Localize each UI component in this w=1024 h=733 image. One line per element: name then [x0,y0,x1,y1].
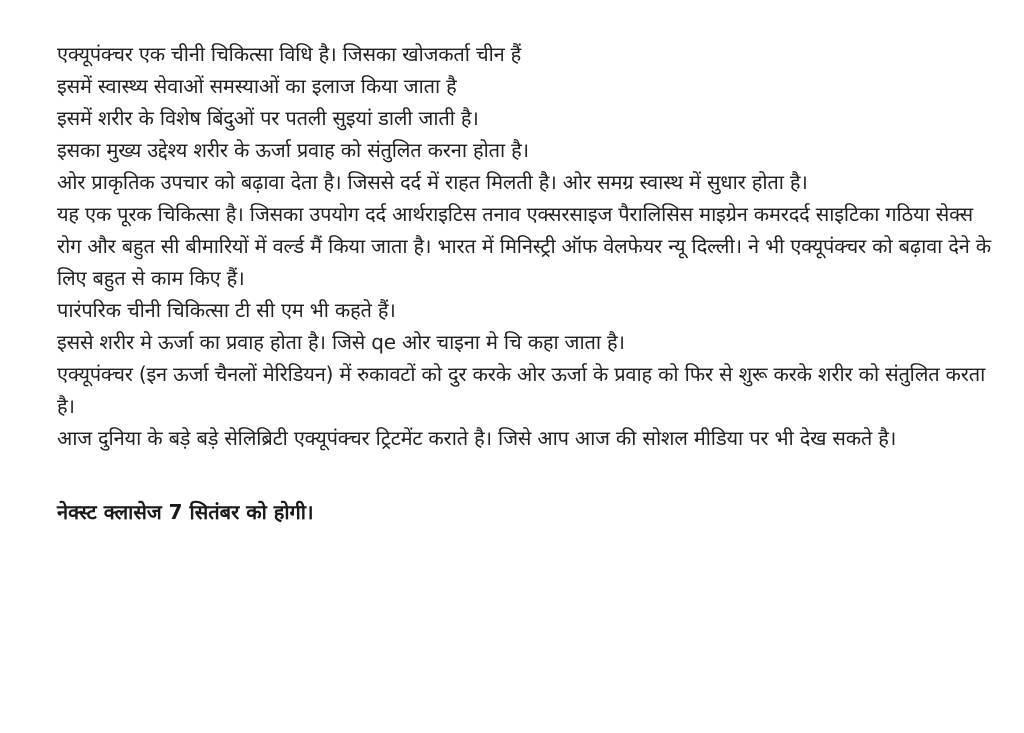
paragraph-8: इससे शरीर मे ऊर्जा का प्रवाह होता है। जिसे qe ओर चाइना मे चि कहा जाता है। [57,330,625,354]
article-body [57,38,1002,528]
paragraph-10: आज दुनिया के बड़े बड़े सेलिब्रिटी एक्यूपंक्चर ट्रिटमेंट कराते है। जिसे आप आज की सोशल मीडिया पर भी देख सकते है। [57,426,897,450]
next-class-announcement: नेक्स्ट क्लासेज 7 सितंबर को होगी। [57,500,314,524]
paragraph-4: इसका मुख्य उद्देश्य शरीर के ऊर्जा प्रवाह को संतुलित करना होता है। [57,138,529,162]
paragraph-3: इसमें शरीर के विशेष बिंदुओं पर पतली सुइयां डाली जाती है। [57,106,479,130]
paragraph-7: पारंपरिक चीनी चिकित्सा टी सी एम भी कहते हैं। [57,298,396,322]
paragraph-1: एक्यूपंक्चर एक चीनी चिकित्सा विधि है। जिसका खोजकर्ता चीन हैं [57,42,522,66]
paragraph-5: ओर प्राकृतिक उपचार को बढ़ावा देता है। जिससे दर्द में राहत मिलती है। ओर समग्र स्वास्थ में सुधार होता है। [57,170,808,194]
paragraph-6: यह एक पूरक चिकित्सा है। जिसका उपयोग दर्द आर्थराइटिस तनाव एक्सरसाइज पैरालिसिस माइग्रेन कमरदर्द साइटिका गठिया सेक्स रोग और बहुत सी बीमारियों में वर्ल्ड मैं किया जाता है। भारत में मिनिस्ट्री ऑफ वेलफेयर न्यू दिल्ली। ने भी एक्यूपंक्चर को बढ़ावा देने के लिए बहुत से काम किए हैं। [57,202,991,290]
paragraph-9: एक्यूपंक्चर (इन ऊर्जा चैनलों मेरिडियन) में रुकावटों को दुर करके ओर ऊर्जा के प्रवाह को फिर से शुरू करके शरीर को संतुलित करता है। [57,362,986,418]
paragraph-2: इसमें स्वास्थ्य सेवाओं समस्याओं का इलाज किया जाता है [57,74,457,98]
